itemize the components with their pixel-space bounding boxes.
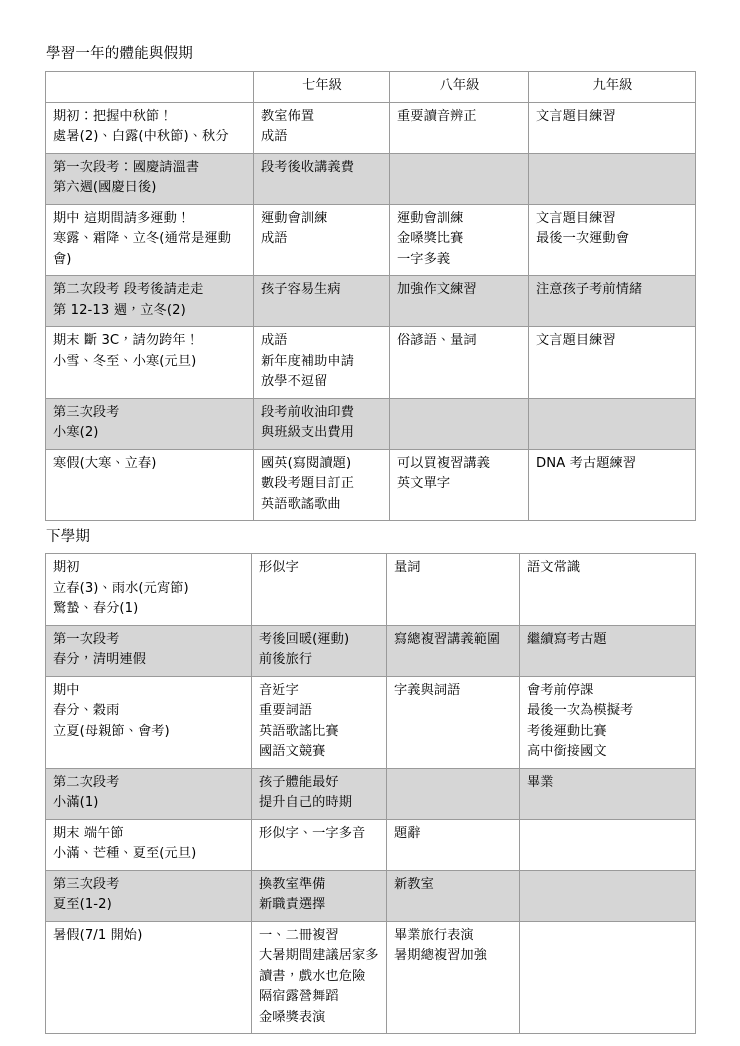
- cell-line: 期初: [53, 560, 80, 575]
- table-cell: [520, 676, 696, 768]
- cell-line: 隔宿露營舞蹈: [259, 989, 339, 1004]
- cell-line: 第六週(國慶日後): [53, 180, 157, 195]
- table-cell: [529, 102, 696, 153]
- table-row: [46, 554, 696, 626]
- cell-line: 提升自己的時期: [259, 795, 353, 810]
- second-semester-table: [45, 553, 696, 1034]
- cell-line: 第一次段考: [53, 631, 120, 647]
- cell-line: 小滿、芒種、夏至(元旦): [53, 846, 197, 861]
- cell-line: 字義與詞語: [394, 682, 461, 698]
- cell-line: 運動會訓練: [397, 210, 464, 226]
- cell-line: 驚蟄、春分(1): [53, 601, 139, 616]
- cell-line: 第 12-13 週，立冬(2): [53, 302, 186, 318]
- table-cell: [46, 102, 254, 153]
- table-cell: [252, 676, 387, 768]
- table-cell: [46, 398, 254, 449]
- cell-line: 夏至(1-2): [53, 897, 112, 912]
- cell-line: 換教室準備: [259, 876, 326, 892]
- cell-line: 小雪、冬至、小寒(元旦): [53, 353, 197, 369]
- cell-line: 文言題目練習: [536, 210, 616, 226]
- cell-line: 金嗓獎比賽: [397, 231, 464, 246]
- page-title: 學習一年的體能與假期: [46, 46, 193, 62]
- table-cell: [252, 870, 387, 921]
- cell-line: 第二次段考 段考後請走走: [53, 282, 204, 297]
- cell-line: 春分、穀雨: [53, 703, 120, 718]
- table-cell: [46, 625, 252, 676]
- table-row: [46, 102, 696, 153]
- table-cell: [252, 768, 387, 819]
- cell-line: 寒露、霜降、立冬(通常是運動會): [53, 231, 231, 267]
- table-cell: [387, 819, 520, 870]
- cell-line: 加強作文練習: [397, 282, 477, 297]
- table-cell: [520, 921, 696, 1034]
- cell-line: DNA 考古題練習: [536, 455, 637, 471]
- cell-line: 段考前收油印費: [261, 404, 355, 420]
- cell-line: 暑期總複習加強: [394, 948, 488, 963]
- table-cell: [254, 327, 390, 399]
- cell-line: 放學不逗留: [261, 374, 328, 389]
- cell-line: 立春(3)、雨水(元宵節): [53, 580, 189, 596]
- table-row: [46, 449, 696, 521]
- table-cell: [529, 204, 696, 276]
- table-cell: [46, 204, 254, 276]
- cell-line: 成語: [261, 231, 288, 246]
- cell-line: 新職責選擇: [259, 897, 326, 912]
- table-cell: [390, 398, 529, 449]
- table-row: [46, 276, 696, 327]
- cell-line: 可以買複習講義: [397, 455, 491, 471]
- header-cell-grade: 七年級: [254, 72, 390, 103]
- cell-line: 語文常識: [527, 560, 581, 575]
- table-cell: [46, 449, 254, 521]
- cell-line: 考後回暖(運動): [259, 631, 350, 647]
- cell-line: 量詞: [394, 560, 421, 575]
- table-row: [46, 204, 696, 276]
- cell-line: 大暑期間建議居家多讀書，戲水也危險: [259, 948, 379, 984]
- cell-line: 俗諺語、量詞: [397, 333, 477, 348]
- table-cell: [520, 870, 696, 921]
- table-cell: [520, 625, 696, 676]
- cell-line: 春分，清明連假: [53, 652, 147, 667]
- cell-line: 期初：把握中秋節！: [53, 108, 173, 124]
- table-cell: [254, 102, 390, 153]
- cell-line: 數段考題目訂正: [261, 476, 355, 491]
- cell-line: 孩子容易生病: [261, 282, 341, 297]
- cell-line: 第二次段考: [53, 774, 120, 790]
- header-cell-grade: 九年級: [529, 72, 696, 103]
- table-row: [46, 153, 696, 204]
- table-cell: [390, 204, 529, 276]
- table-cell: [46, 870, 252, 921]
- cell-line: 處暑(2)、白露(中秋節)、秋分: [53, 129, 229, 144]
- table-cell: [520, 819, 696, 870]
- table-cell: [390, 153, 529, 204]
- cell-line: 英語歌謠歌曲: [261, 496, 341, 512]
- table-cell: [46, 768, 252, 819]
- cell-line: 運動會訓練: [261, 210, 328, 226]
- second-semester-heading: 下學期: [46, 529, 91, 545]
- table-cell: [252, 819, 387, 870]
- table-cell: [46, 921, 252, 1034]
- table-cell: [252, 921, 387, 1034]
- cell-line: 文言題目練習: [536, 333, 616, 348]
- cell-line: 形似字、一字多音: [259, 825, 366, 841]
- cell-line: 與班級支出費用: [261, 425, 355, 440]
- table-cell: [390, 276, 529, 327]
- table-cell: [529, 449, 696, 521]
- cell-line: 第一次段考：國慶請溫書: [53, 159, 200, 175]
- table-cell: [46, 276, 254, 327]
- table-cell: [520, 554, 696, 626]
- cell-line: 段考後收講義費: [261, 159, 355, 175]
- cell-line: 成語: [261, 129, 288, 144]
- cell-line: 重要詞語: [259, 703, 313, 718]
- table-cell: [254, 398, 390, 449]
- header-cell-blank: [46, 72, 254, 103]
- cell-line: 繼續寫考古題: [527, 631, 607, 647]
- table-cell: [387, 554, 520, 626]
- cell-line: 寒假(大寒、立春): [53, 455, 157, 471]
- cell-line: 寫總複習講義範圍: [394, 631, 501, 647]
- table-cell: [390, 327, 529, 399]
- cell-line: 音近字: [259, 682, 299, 698]
- table-cell: [390, 449, 529, 521]
- table-row: [46, 625, 696, 676]
- table-row: [46, 870, 696, 921]
- table-cell: [529, 327, 696, 399]
- cell-line: 第三次段考: [53, 876, 120, 892]
- table-cell: [387, 625, 520, 676]
- table-cell: [387, 921, 520, 1034]
- cell-line: 最後一次為模擬考: [527, 703, 634, 718]
- cell-line: 小滿(1): [53, 795, 99, 810]
- table-cell: [390, 102, 529, 153]
- table-row: [46, 398, 696, 449]
- cell-line: 新教室: [394, 876, 434, 892]
- table-cell: [254, 449, 390, 521]
- cell-line: 期末 斷 3C，請勿跨年！: [53, 333, 199, 348]
- table-cell: [46, 327, 254, 399]
- table-cell: [254, 276, 390, 327]
- cell-line: 前後旅行: [259, 652, 313, 667]
- table-row: [46, 819, 696, 870]
- table-cell: [529, 276, 696, 327]
- cell-line: 期中 這期間請多運動！: [53, 210, 191, 226]
- cell-line: 成語: [261, 333, 288, 348]
- cell-line: 注意孩子考前情緒: [536, 282, 643, 297]
- cell-line: 小寒(2): [53, 425, 99, 440]
- cell-line: 最後一次運動會: [536, 231, 630, 246]
- cell-line: 期中: [53, 682, 80, 698]
- table-cell: [387, 676, 520, 768]
- cell-line: 一、二冊複習: [259, 927, 339, 943]
- table-cell: [254, 204, 390, 276]
- table-cell: [387, 768, 520, 819]
- cell-line: 題辭: [394, 825, 421, 841]
- table-cell: [520, 768, 696, 819]
- cell-line: 教室佈置: [261, 108, 315, 124]
- table-cell: [529, 153, 696, 204]
- table-cell: [46, 153, 254, 204]
- cell-line: 畢業旅行表演: [394, 927, 474, 943]
- table-row: [46, 676, 696, 768]
- cell-line: 金嗓獎表演: [259, 1009, 326, 1025]
- table-row: [46, 327, 696, 399]
- cell-line: 畢業: [527, 774, 554, 790]
- cell-line: 國英(寫閱讀題): [261, 455, 352, 471]
- cell-line: 考後運動比賽: [527, 723, 607, 739]
- cell-line: 英文單字: [397, 476, 451, 491]
- table-cell: [252, 554, 387, 626]
- cell-line: 高中銜接國文: [527, 744, 607, 759]
- first-semester-table: [45, 71, 696, 521]
- cell-line: 一字多義: [397, 251, 451, 267]
- cell-line: 文言題目練習: [536, 108, 616, 124]
- cell-line: 立夏(母親節、會考): [53, 723, 170, 739]
- table-cell: [46, 819, 252, 870]
- table-cell: [529, 398, 696, 449]
- cell-line: 新年度補助申請: [261, 353, 355, 369]
- table-header-row: [46, 72, 696, 103]
- table-row: [46, 921, 696, 1034]
- cell-line: 重要讀音辨正: [397, 108, 477, 124]
- cell-line: 形似字: [259, 560, 299, 575]
- cell-line: 期末 端午節: [53, 825, 124, 841]
- table-cell: [387, 870, 520, 921]
- table-cell: [252, 625, 387, 676]
- cell-line: 會考前停課: [527, 682, 594, 698]
- cell-line: 第三次段考: [53, 404, 120, 420]
- cell-line: 孩子體能最好: [259, 774, 339, 790]
- table-cell: [254, 153, 390, 204]
- table-row: [46, 768, 696, 819]
- cell-line: 國語文競賽: [259, 744, 326, 759]
- cell-line: 英語歌謠比賽: [259, 723, 339, 739]
- cell-line: 暑假(7/1 開始): [53, 927, 143, 943]
- header-cell-grade: 八年級: [390, 72, 529, 103]
- table-cell: [46, 676, 252, 768]
- table-cell: [46, 554, 252, 626]
